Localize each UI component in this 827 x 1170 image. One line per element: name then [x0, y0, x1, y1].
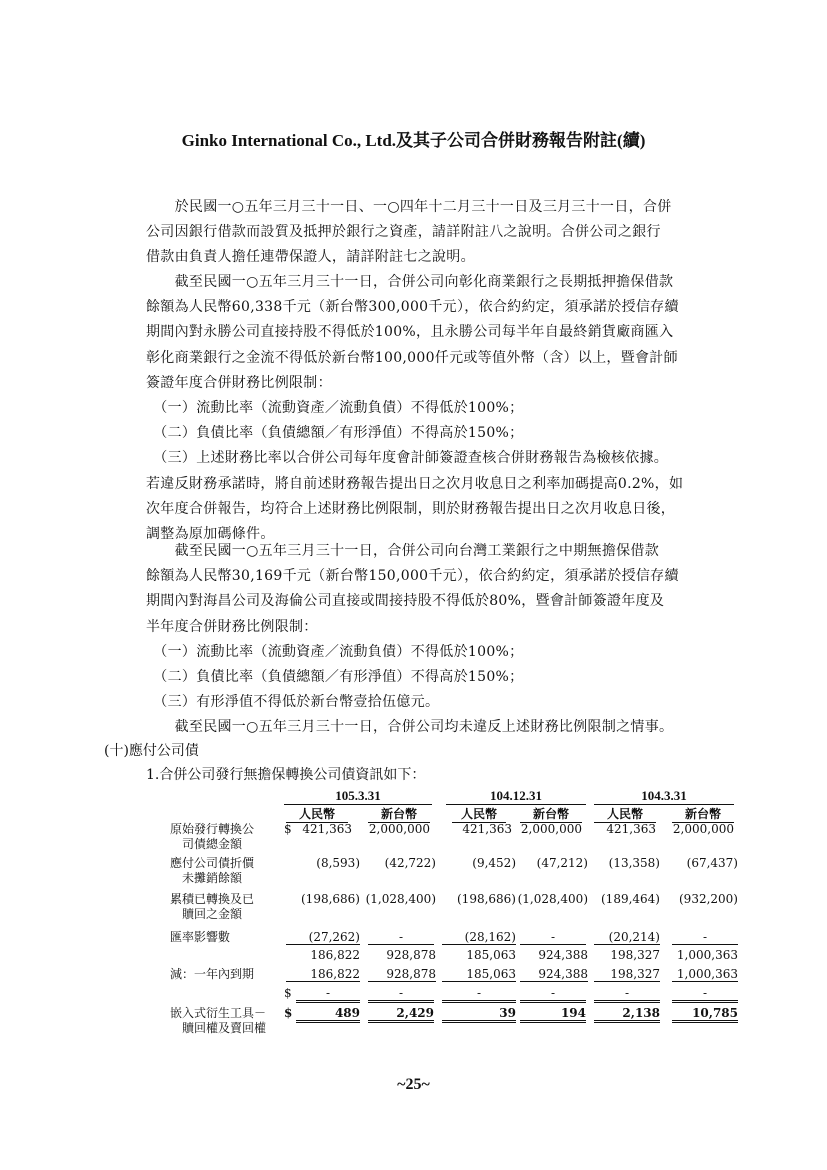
table-cell: 2,000,000: [368, 822, 430, 836]
text-line: 截至民國一○五年三月三十一日，合併公司向彰化商業銀行之長期抵押擔保借款: [146, 274, 674, 290]
text-line: 彰化商業銀行之金流不得低於新台幣100,000仟元或等值外幣（含）以上，暨會計師: [146, 349, 678, 366]
table-cell: (47,212): [536, 856, 588, 870]
table-cell: -: [442, 986, 516, 1003]
period-header: 105.3.31: [335, 788, 381, 803]
table-cell: 2,429: [368, 1006, 434, 1023]
text-line: （二）負債比率（負債總額／有形淨值）不得高於150%；: [146, 668, 524, 685]
table-cell: (198,686): [301, 892, 360, 906]
currency-header: 新台幣: [672, 805, 734, 823]
table-cell: 421,363: [302, 822, 352, 836]
text-line: （一）流動比率（流動資產／流動負債）不得低於100%；: [146, 399, 524, 416]
table-cell: (198,686): [457, 892, 516, 906]
table-cell: (1,028,400): [365, 892, 436, 906]
table-cell: -: [368, 986, 434, 1003]
row-label: 嵌入式衍生工具－ 贖回權及賣回權: [170, 1006, 267, 1035]
currency-header: 新台幣: [368, 805, 430, 823]
table-cell: 185,063: [466, 948, 516, 962]
table-cell: 1,000,363: [672, 967, 738, 982]
row-label: 原始發行轉換公 司債總金額: [170, 822, 255, 851]
currency-symbol: $: [284, 986, 292, 1000]
section-subheading: 1.合併公司發行無擔保轉換公司債資訊如下：: [146, 767, 426, 783]
table-cell: -: [594, 986, 660, 1003]
table-cell: 10,785: [672, 1006, 738, 1023]
table-cell: (1,028,400): [517, 892, 588, 906]
table-cell: (42,722): [384, 856, 436, 870]
row-label: 減：一年內到期: [170, 967, 255, 981]
table-cell: -: [672, 986, 738, 1003]
page-title: Ginko International Co., Ltd.及其子公司合併財務報告附註(續): [181, 131, 646, 150]
table-cell: (27,262): [286, 930, 360, 945]
table-cell: 924,388: [538, 948, 588, 962]
text-line: 簽證年度合併財務比例限制：: [146, 374, 332, 391]
table-cell: -: [520, 930, 586, 945]
currency-symbol: $: [284, 822, 292, 836]
text-line: 截至民國一○五年三月三十一日，合併公司向台灣工業銀行之中期無擔保借款: [146, 543, 660, 559]
currency-symbol: $: [284, 1006, 293, 1020]
table-cell: 2,000,000: [520, 822, 582, 836]
table-cell: 186,822: [286, 967, 360, 982]
text-line: （一）流動比率（流動資產／流動負債）不得低於100%；: [146, 643, 524, 660]
row-label: 匯率影響數: [170, 930, 231, 944]
table-cell: -: [296, 986, 360, 1003]
table-cell: 1,000,363: [676, 948, 738, 962]
table-cell: (932,200): [679, 892, 738, 906]
table-cell: -: [368, 930, 434, 945]
table-cell: 2,000,000: [672, 822, 734, 836]
paragraph-pledged-assets: [146, 195, 744, 271]
table-cell: 198,327: [594, 967, 660, 982]
table-cell: 421,363: [462, 822, 512, 836]
table-cell: (189,464): [601, 892, 660, 906]
text-line: （三）上述財務比率以合併公司每年度會計師簽證查核合併財務報告為檢核依據。: [146, 450, 669, 467]
text-line: 餘額為人民幣60,338千元（新台幣300,000千元），依合約約定，須承諾於授信存續: [146, 299, 679, 316]
table-cell: 924,388: [520, 967, 588, 982]
table-cell: 186,822: [310, 948, 360, 962]
text-line: 於民國一○五年三月三十一日、一○四年十二月三十一日及三月三十一日，合併: [146, 199, 672, 215]
table-cell: 489: [296, 1006, 360, 1023]
table-cell: 39: [442, 1006, 516, 1023]
table-cell: 421,363: [606, 822, 656, 836]
period-header: 104.3.31: [641, 788, 687, 803]
text-line: 半年度合併財務比例限制：: [146, 618, 318, 635]
text-line: 餘額為人民幣30,169千元（新台幣150,000千元），依合約約定，須承諾於授信存續: [146, 568, 679, 585]
table-cell: 928,878: [386, 948, 436, 962]
table-cell: (28,162): [442, 930, 516, 945]
table-cell: 194: [520, 1006, 586, 1023]
currency-header: 人民幣: [286, 805, 348, 823]
text-line: 截至民國一○五年三月三十一日，合併公司均未違反上述財務比例限制之情事。: [146, 719, 674, 736]
table-cell: 198,327: [610, 948, 660, 962]
table-cell: (8,593): [316, 856, 360, 870]
currency-header: 人民幣: [452, 805, 506, 823]
section-heading: (十)應付公司債: [104, 743, 199, 759]
period-header: 104.12.31: [490, 788, 542, 803]
table-cell: (13,358): [608, 856, 660, 870]
currency-header: 人民幣: [594, 805, 656, 823]
table-cell: 928,878: [368, 967, 436, 982]
text-line: 借款由負責人擔任連帶保證人，請詳附註七之說明。: [146, 249, 475, 266]
table-cell: 185,063: [442, 967, 516, 982]
text-line: （三）有形淨值不得低於新台幣壹拾伍億元。: [146, 694, 440, 711]
row-label: 累積已轉換及已 贖回之金額: [170, 892, 255, 921]
row-label: 應付公司債折價 未攤銷餘額: [170, 856, 255, 885]
text-line: （二）負債比率（負債總額／有形淨值）不得高於150%；: [146, 425, 524, 442]
text-line: 次年度合併報告，均符合上述財務比例限制，則於財務報告提出日之次月收息日後，: [146, 500, 676, 517]
table-cell: -: [520, 986, 586, 1003]
table-cell: (9,452): [472, 856, 516, 870]
table-cell: 2,138: [594, 1006, 660, 1023]
text-line: 調整為原加碼條件。: [146, 525, 275, 542]
page-number: ~25~: [397, 1076, 430, 1093]
table-cell: (20,214): [594, 930, 660, 945]
text-line: 公司因銀行借款而設質及抵押於銀行之資產，請詳附註八之說明。合併公司之銀行: [146, 224, 661, 241]
currency-header: 新台幣: [520, 805, 582, 823]
text-line: 若違反財務承諾時，將自前述財務報告提出日之次月收息日之利率加碼提高0.2%，如: [146, 475, 684, 492]
table-cell: -: [672, 930, 738, 945]
text-line: 期間內對永勝公司直接持股不得低於100%，且永勝公司每半年自最終銷貨廠商匯入: [146, 324, 674, 341]
text-line: 期間內對海昌公司及海倫公司直接或間接持股不得低於80%，暨會計師簽證年度及: [146, 593, 665, 610]
paragraph-taiwan-industrial-loan: [146, 539, 744, 741]
paragraph-changhua-loan: [146, 270, 744, 547]
table-cell: (67,437): [686, 856, 738, 870]
